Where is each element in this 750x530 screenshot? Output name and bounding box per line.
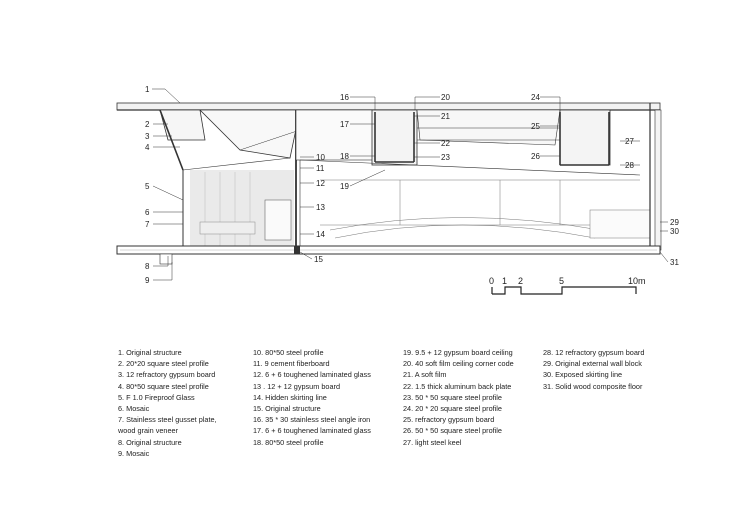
callout-8: 8 xyxy=(145,262,150,271)
legend-item: 20. 40 soft film ceiling corner code xyxy=(403,359,514,369)
scale-tick-2: 2 xyxy=(518,276,524,286)
legend-item: 21. A soft film xyxy=(403,370,447,380)
legend-item: 30. Exposed skirting line xyxy=(543,370,623,380)
callout-21: 21 xyxy=(441,112,450,121)
legend-item: 23. 50 * 50 square steel profile xyxy=(403,392,502,402)
legend-item: 16. 35 * 30 stainless steel angle iron xyxy=(253,415,371,425)
legend-item: 12. 6 + 6 toughened laminated glass xyxy=(253,370,371,380)
callout-11: 11 xyxy=(316,164,325,173)
legend-item: 2. 20*20 square steel profile xyxy=(118,359,209,369)
legend-item: 29. Original external wall block xyxy=(543,359,642,369)
callout-1: 1 xyxy=(145,85,150,94)
callout-13: 13 xyxy=(316,203,325,212)
legend-item: 13 . 12 + 12 gypsum board xyxy=(253,381,341,391)
glass-room xyxy=(190,170,294,246)
legend-item: 7. Stainless steel gusset plate, wood grain veneer xyxy=(118,415,217,436)
interior-room xyxy=(320,180,650,238)
callout-12: 12 xyxy=(316,179,325,188)
legend-item: 11. 9 cement fiberboard xyxy=(253,359,330,369)
callout-18: 18 xyxy=(340,152,349,161)
callout-31: 31 xyxy=(670,258,679,267)
scale-tick-1: 1 xyxy=(502,276,508,286)
legend-item: 25. refractory gypsum board xyxy=(403,415,495,425)
legend-item: 24. 20 * 20 square steel profile xyxy=(403,404,502,414)
legend-column-4 xyxy=(543,347,693,392)
callout-14: 14 xyxy=(316,230,325,239)
callout-10: 10 xyxy=(316,153,325,162)
legend-item: 4. 80*50 square steel profile xyxy=(118,381,209,391)
callout-5: 5 xyxy=(145,182,150,191)
scale-tick-10m: 10m xyxy=(628,276,646,286)
callout-28: 28 xyxy=(625,161,634,170)
legend-item: 9. Mosaic xyxy=(118,448,150,458)
center-partition xyxy=(296,110,376,248)
callout-7: 7 xyxy=(145,220,150,229)
legend-item: 3. 12 refractory gypsum board xyxy=(118,370,216,380)
callout-16: 16 xyxy=(340,93,349,102)
callout-19: 19 xyxy=(340,182,349,191)
callout-25: 25 xyxy=(531,122,540,131)
legend-item: 27. light steel keel xyxy=(403,437,462,447)
callout-30: 30 xyxy=(670,227,679,236)
legend-column-3 xyxy=(403,347,553,448)
callout-9: 9 xyxy=(145,276,150,285)
callout-23: 23 xyxy=(441,153,450,162)
legend-item: 14. Hidden skirting line xyxy=(253,392,327,402)
legend-column-2 xyxy=(253,347,403,448)
callout-15: 15 xyxy=(314,255,323,264)
callout-24: 24 xyxy=(531,93,540,102)
callout-22: 22 xyxy=(441,139,450,148)
scale-bar xyxy=(489,276,646,294)
callout-17: 17 xyxy=(340,120,349,129)
scale-tick-0: 0 xyxy=(489,276,495,286)
legend-item: 1. Original structure xyxy=(118,348,182,357)
callout-26: 26 xyxy=(531,152,540,161)
legend-item: 31. Solid wood composite floor xyxy=(543,381,643,391)
callout-27: 27 xyxy=(625,137,634,146)
callout-6: 6 xyxy=(145,208,150,217)
legend-item: 6. Mosaic xyxy=(118,404,150,414)
legend-column-1 xyxy=(118,347,268,459)
legend-item: 17. 6 + 6 toughened laminated glass xyxy=(253,426,371,436)
roof-slab xyxy=(117,103,660,110)
legend-item: 10. 80*50 steel profile xyxy=(253,348,324,357)
callout-20: 20 xyxy=(441,93,450,102)
legend-item: 19. 9.5 + 12 gypsum board ceiling xyxy=(403,348,513,357)
legend-item: 22. 1.5 thick aluminum back plate xyxy=(403,381,512,391)
callout-2: 2 xyxy=(145,120,150,129)
legend-item: 28. 12 refractory gypsum board xyxy=(543,348,645,357)
legend-item: 18. 80*50 steel profile xyxy=(253,437,324,447)
right-wall xyxy=(650,103,661,250)
callout-4: 4 xyxy=(145,143,150,152)
legend-item: 26. 50 * 50 square steel profile xyxy=(403,426,502,436)
callout-29: 29 xyxy=(670,218,679,227)
legend-item: 15. Original structure xyxy=(253,404,321,414)
floor xyxy=(117,246,660,264)
callout-3: 3 xyxy=(145,132,150,141)
legend-item: 5. F 1.0 Fireproof Glass xyxy=(118,392,195,402)
legend-item: 8. Original structure xyxy=(118,437,182,447)
scale-tick-5: 5 xyxy=(559,276,565,286)
